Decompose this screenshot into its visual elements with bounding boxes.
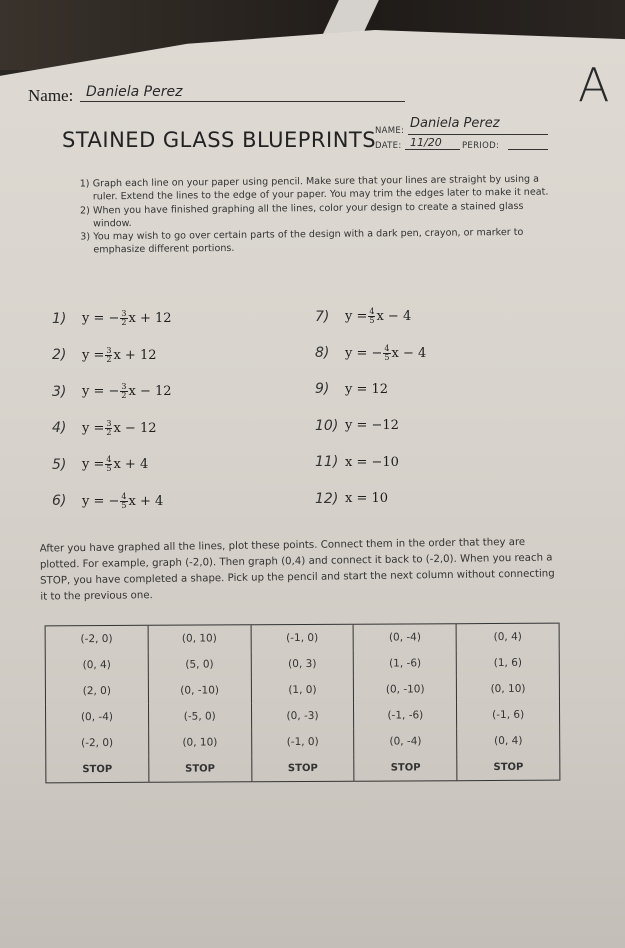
instruction-number: 3) xyxy=(80,231,91,243)
equation-item xyxy=(315,418,399,434)
equation-number: 12) xyxy=(315,490,339,507)
point-cell: (0, -10) xyxy=(354,676,457,703)
point-cell: (1, 6) xyxy=(456,650,559,677)
equation-item xyxy=(315,491,388,507)
point-cell: (1, -6) xyxy=(354,650,457,677)
equation-lhs: y = − xyxy=(82,384,120,399)
point-cell: (0, 4) xyxy=(456,623,559,650)
equation-lhs: y = −12 xyxy=(345,418,399,433)
numerator: 3 xyxy=(106,418,112,428)
equation-number: 2) xyxy=(52,347,67,363)
point-cell: (-1, 0) xyxy=(251,729,354,756)
ws-name-line xyxy=(408,134,548,135)
equation-rhs: x − 12 xyxy=(113,420,157,436)
equation-rhs: x + 4 xyxy=(128,493,164,509)
instruction-text: Graph each line on your paper using pencil. Make sure that your lines are straight by using a ruler. Extend the lines to the edge of your paper. You may trim the edges later to make it neat. xyxy=(92,173,549,203)
denominator: 5 xyxy=(369,316,375,325)
denominator: 2 xyxy=(121,318,127,327)
stop-cell: STOP xyxy=(46,756,149,783)
stop-cell: STOP xyxy=(354,754,457,781)
instruction-number: 1) xyxy=(79,178,90,190)
fraction xyxy=(105,420,112,437)
period-label: PERIOD: xyxy=(462,141,500,151)
equation-number: 1) xyxy=(52,310,67,327)
fraction xyxy=(383,345,390,362)
equation-number: 7) xyxy=(315,308,330,325)
period-line xyxy=(508,149,548,150)
instruction-number: 2) xyxy=(79,205,90,217)
grade-mark: A xyxy=(578,58,610,112)
equation-number: 6) xyxy=(52,493,67,509)
equation-rhs: x − 4 xyxy=(391,345,427,361)
equation-lhs: y = 12 xyxy=(345,381,389,397)
equation-lhs: y = xyxy=(82,420,105,436)
equation-item xyxy=(52,456,148,473)
point-cell: (-5, 0) xyxy=(148,703,251,730)
equation-lhs: y = − xyxy=(345,345,383,361)
date-label: DATE: xyxy=(375,141,402,151)
worksheet-paper xyxy=(0,30,625,948)
numerator: 4 xyxy=(121,491,127,501)
equation-number: 5) xyxy=(52,456,67,473)
point-cell: (-2, 0) xyxy=(45,625,148,652)
point-cell: (0, -4) xyxy=(354,728,457,755)
point-cell: (2, 0) xyxy=(45,678,148,705)
stop-cell: STOP xyxy=(149,755,252,782)
denominator: 5 xyxy=(384,352,390,362)
ws-name-value: Daniela Perez xyxy=(410,116,500,131)
instruction-item xyxy=(80,226,560,258)
point-cell: (0, -4) xyxy=(353,624,456,651)
equation-item xyxy=(315,345,426,362)
equation-item xyxy=(315,308,411,325)
table-row xyxy=(46,728,560,757)
instruction-text: When you have finished graphing all the lines, color your design to create a stained glass window. xyxy=(92,200,524,230)
equation-item xyxy=(52,347,157,364)
name-label: Name: xyxy=(28,86,74,105)
equation-number: 11) xyxy=(315,454,339,470)
points-instructions: After you have graphed all the lines, plot these points. Connect them in the order that they are plotted. For example, graph (-2,0). Then graph (0,4) and connect it back to (-2,0). When you reach a STOP, you have completed a shape. Pick up the pencil and start the next column without connecting it to the previous one. xyxy=(39,536,555,603)
table-row xyxy=(45,676,559,705)
fraction xyxy=(105,456,112,473)
equation-item xyxy=(315,454,399,470)
fraction xyxy=(120,310,127,327)
numerator: 3 xyxy=(121,382,127,391)
denominator: 2 xyxy=(106,427,112,437)
fraction xyxy=(120,493,127,510)
equation-lhs: y = − xyxy=(82,493,120,509)
point-cell: (0, -4) xyxy=(46,704,149,731)
stop-cell: STOP xyxy=(251,755,354,782)
point-cell: (5, 0) xyxy=(148,651,251,678)
equation-lhs: y = xyxy=(345,309,368,324)
point-cell: (-1, 0) xyxy=(251,624,354,651)
worksheet-title: STAINED GLASS BLUEPRINTS xyxy=(62,128,377,152)
point-cell: (0, 10) xyxy=(148,729,251,756)
equation-item xyxy=(52,493,163,510)
equation-rhs: x + 12 xyxy=(128,311,172,326)
point-cell: (-1, -6) xyxy=(354,702,457,729)
equation-rhs: x − 12 xyxy=(128,384,172,399)
numerator: 3 xyxy=(121,309,127,318)
equation-lhs: x = 10 xyxy=(345,491,389,506)
equation-lhs: x = −10 xyxy=(345,454,399,470)
point-cell: (0, -3) xyxy=(251,703,354,730)
point-cell: (0, 4) xyxy=(457,728,560,755)
equation-number: 4) xyxy=(52,420,67,436)
point-cell: (1, 0) xyxy=(251,677,354,704)
equation-item xyxy=(52,383,172,400)
point-cell: (0, 4) xyxy=(45,652,148,679)
equation-number: 8) xyxy=(315,345,330,361)
name-value: Daniela Perez xyxy=(86,84,183,100)
numerator: 3 xyxy=(106,345,112,355)
instructions-list xyxy=(80,172,561,257)
equation-number: 9) xyxy=(315,381,330,397)
ws-name-label: NAME: xyxy=(375,126,405,136)
equation-lhs: y = xyxy=(82,457,105,472)
equation-item xyxy=(52,310,172,327)
equation-rhs: x + 12 xyxy=(113,347,157,363)
equation-number: 10) xyxy=(315,417,339,434)
point-cell: (-2, 0) xyxy=(46,730,149,757)
fraction xyxy=(368,308,375,325)
denominator: 2 xyxy=(106,354,112,364)
point-cell: (0, 10) xyxy=(457,676,560,703)
fraction xyxy=(105,347,112,364)
denominator: 2 xyxy=(121,391,127,400)
point-cell: (0, 3) xyxy=(251,651,354,678)
denominator: 5 xyxy=(106,464,112,473)
equation-item xyxy=(315,381,388,397)
fraction xyxy=(120,383,127,400)
instruction-text: You may wish to go over certain parts of the design with a dark pen, crayon, or marker to emphasize different portions. xyxy=(93,227,524,256)
point-cell: (-1, 6) xyxy=(457,702,560,729)
equation-lhs: y = xyxy=(82,347,105,363)
equation-item xyxy=(52,420,157,437)
point-cell: (0, 10) xyxy=(148,625,251,652)
name-line xyxy=(80,101,405,102)
numerator: 4 xyxy=(384,343,390,353)
equation-lhs: y = − xyxy=(82,311,120,326)
equation-rhs: x − 4 xyxy=(376,309,412,324)
numerator: 4 xyxy=(369,307,375,316)
point-cell: (0, -10) xyxy=(148,677,251,704)
denominator: 5 xyxy=(121,500,127,510)
table-row xyxy=(46,754,560,783)
equation-rhs: x + 4 xyxy=(113,457,149,472)
date-value: 11/20 xyxy=(410,136,442,149)
numerator: 4 xyxy=(106,455,112,464)
table-row xyxy=(46,702,560,731)
stop-cell: STOP xyxy=(457,754,560,781)
table-row xyxy=(45,650,559,679)
points-table xyxy=(45,623,561,784)
equation-number: 3) xyxy=(52,383,67,400)
table-row xyxy=(45,623,559,652)
date-line xyxy=(405,149,460,150)
